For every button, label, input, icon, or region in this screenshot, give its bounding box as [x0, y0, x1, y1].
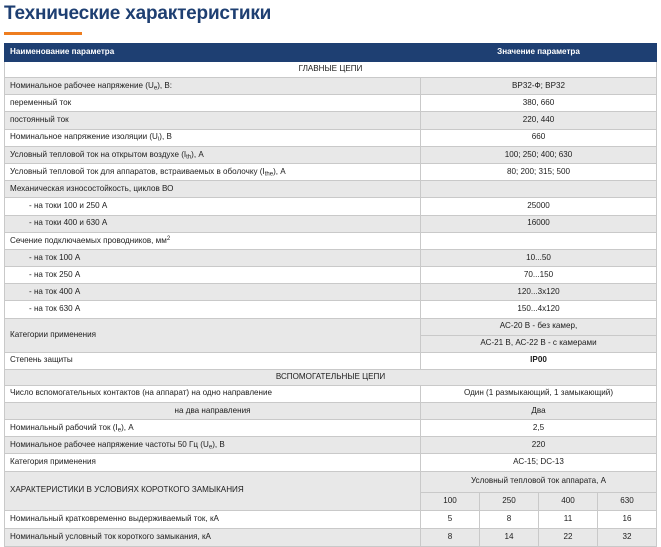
param-value: 380, 660 [421, 95, 657, 112]
table-row [5, 232, 657, 249]
param-text: на два направления [174, 405, 251, 415]
table-row [5, 198, 657, 215]
param-text: Номинальное рабочее напряжение частоты 50 Гц (U [10, 440, 209, 450]
sc-value: 8 [480, 510, 539, 528]
param-value: 150...4х120 [421, 301, 657, 318]
table-row [5, 437, 657, 454]
sc-value: 8 [421, 528, 480, 546]
table-row [5, 385, 657, 402]
param-name [5, 402, 421, 419]
param-text: Номинальное рабочее напряжение (U [10, 80, 154, 90]
param-value: 80; 200; 315; 500 [421, 163, 657, 180]
param-name [5, 284, 421, 301]
table-header-row [5, 44, 657, 62]
param-text: Номинальное напряжение изоляции (U [10, 132, 158, 142]
table-row [5, 318, 657, 335]
param-value: 70...150 [421, 267, 657, 284]
param-text: - на ток 630 А [29, 304, 81, 314]
sc-current-value: 400 [539, 492, 598, 510]
title-accent-bar [4, 32, 82, 35]
table-row [5, 301, 657, 318]
param-text-suffix: ), А [191, 149, 204, 159]
section-header: ВСПОМОГАТЕЛЬНЫЕ ЦЕПИ [5, 369, 657, 385]
table-row [5, 146, 657, 163]
param-name [5, 215, 421, 232]
param-text: Механическая износостойкость, циклов ВО [10, 183, 174, 193]
sc-value: 22 [539, 528, 598, 546]
table-row [5, 284, 657, 301]
sc-current-value: 100 [421, 492, 480, 510]
table-row [5, 510, 657, 528]
param-subscript: e [208, 444, 213, 451]
sc-value: 14 [480, 528, 539, 546]
param-text: Число вспомогательных контактов (на аппарат) на одно направление [10, 388, 273, 398]
table-row [5, 62, 657, 78]
param-name [5, 146, 421, 163]
param-value: 10...50 [421, 249, 657, 266]
param-text: Условный тепловой ток на открытом воздухе (I [10, 149, 187, 159]
sc-current-header: Условный тепловой ток аппарата, А [421, 471, 657, 492]
param-name: Номинальный условный ток короткого замыкания, кА [5, 528, 421, 546]
param-value: 2,5 [421, 420, 657, 437]
table-row [5, 249, 657, 266]
param-value [421, 232, 657, 249]
table-row [5, 129, 657, 146]
sc-section-label: ХАРАКТЕРИСТИКИ В УСЛОВИЯХ КОРОТКОГО ЗАМЫКАНИЯ [5, 471, 421, 510]
header-param: Наименование параметра [5, 44, 421, 62]
param-value: 16000 [421, 215, 657, 232]
table-row [5, 78, 657, 95]
table-row [5, 112, 657, 129]
param-value: АС-20 В - без камер, [421, 318, 657, 335]
table-row [5, 454, 657, 471]
sc-value: 11 [539, 510, 598, 528]
param-value: 660 [421, 129, 657, 146]
param-text: - на ток 400 А [29, 287, 81, 297]
param-value: 220 [421, 437, 657, 454]
param-value: 120...3х120 [421, 284, 657, 301]
table-row [5, 215, 657, 232]
param-text: - на ток 250 А [29, 269, 81, 279]
param-value: 25000 [421, 198, 657, 215]
param-subscript: i [157, 136, 160, 143]
table-row [5, 267, 657, 284]
param-superscript: 2 [166, 235, 171, 242]
param-value: АС-15; DC-13 [421, 454, 657, 471]
table-row [5, 402, 657, 419]
param-name [5, 454, 421, 471]
param-text-suffix: ), А [121, 422, 134, 432]
param-text: Номинальный рабочий ток (I [10, 422, 118, 432]
table-row [5, 181, 657, 198]
param-value: Один (1 размыкающий, 1 замыкающий) [421, 385, 657, 402]
param-text: переменный ток [10, 98, 72, 108]
header-value: Значение параметра [421, 44, 657, 62]
table-row [5, 352, 657, 369]
param-subscript: e [117, 427, 122, 434]
param-name [5, 267, 421, 284]
param-subscript: th [186, 154, 192, 161]
param-text: - на токи 100 и 250 А [29, 201, 108, 211]
param-name [5, 112, 421, 129]
sc-current-value: 630 [598, 492, 657, 510]
param-value [421, 181, 657, 198]
sc-value: 32 [598, 528, 657, 546]
param-name [5, 78, 421, 95]
param-value: 220, 440 [421, 112, 657, 129]
param-name [5, 95, 421, 112]
sc-value: 5 [421, 510, 480, 528]
param-subscript: the [264, 171, 274, 178]
param-text-suffix: ), В [159, 132, 172, 142]
table-row [5, 471, 657, 492]
param-value: ВР32-Ф; ВР32 [421, 78, 657, 95]
param-name: Степень защиты [5, 352, 421, 369]
param-name [5, 437, 421, 454]
table-row [5, 95, 657, 112]
sc-current-value: 250 [480, 492, 539, 510]
param-name [5, 249, 421, 266]
param-value: 100; 250; 400; 630 [421, 146, 657, 163]
param-text-suffix: ), В [212, 440, 225, 450]
param-text: - на ток 100 А [29, 252, 81, 262]
page-title: Технические характеристики [4, 3, 272, 24]
param-value: IP00 [421, 352, 657, 369]
param-text: Условный тепловой ток для аппаратов, встраиваемых в оболочку (I [10, 166, 265, 176]
param-text-suffix: ), А [273, 166, 286, 176]
param-name [5, 163, 421, 180]
param-value: Два [421, 402, 657, 419]
param-name: Номинальный кратковременно выдерживаемый ток, кА [5, 510, 421, 528]
param-text: - на токи 400 и 630 А [29, 218, 108, 228]
param-name [5, 385, 421, 402]
table-row [5, 369, 657, 385]
param-value: АС-21 В, АС-22 В - с камерами [421, 335, 657, 352]
param-name [5, 129, 421, 146]
param-text-suffix: ), В: [157, 80, 173, 90]
param-name [5, 232, 421, 249]
table-row [5, 420, 657, 437]
table-row [5, 163, 657, 180]
param-subscript: e [153, 85, 158, 92]
param-name: Категории применения [5, 318, 421, 352]
param-name [5, 420, 421, 437]
param-name [5, 198, 421, 215]
param-text: Категория применения [10, 457, 96, 467]
table-row [5, 528, 657, 546]
param-name [5, 181, 421, 198]
param-name [5, 301, 421, 318]
sc-value: 16 [598, 510, 657, 528]
specs-table [4, 43, 657, 547]
param-text: Сечение подключаемых проводников, мм [10, 235, 167, 245]
param-text: постоянный ток [10, 115, 69, 125]
section-header: ГЛАВНЫЕ ЦЕПИ [5, 62, 657, 78]
